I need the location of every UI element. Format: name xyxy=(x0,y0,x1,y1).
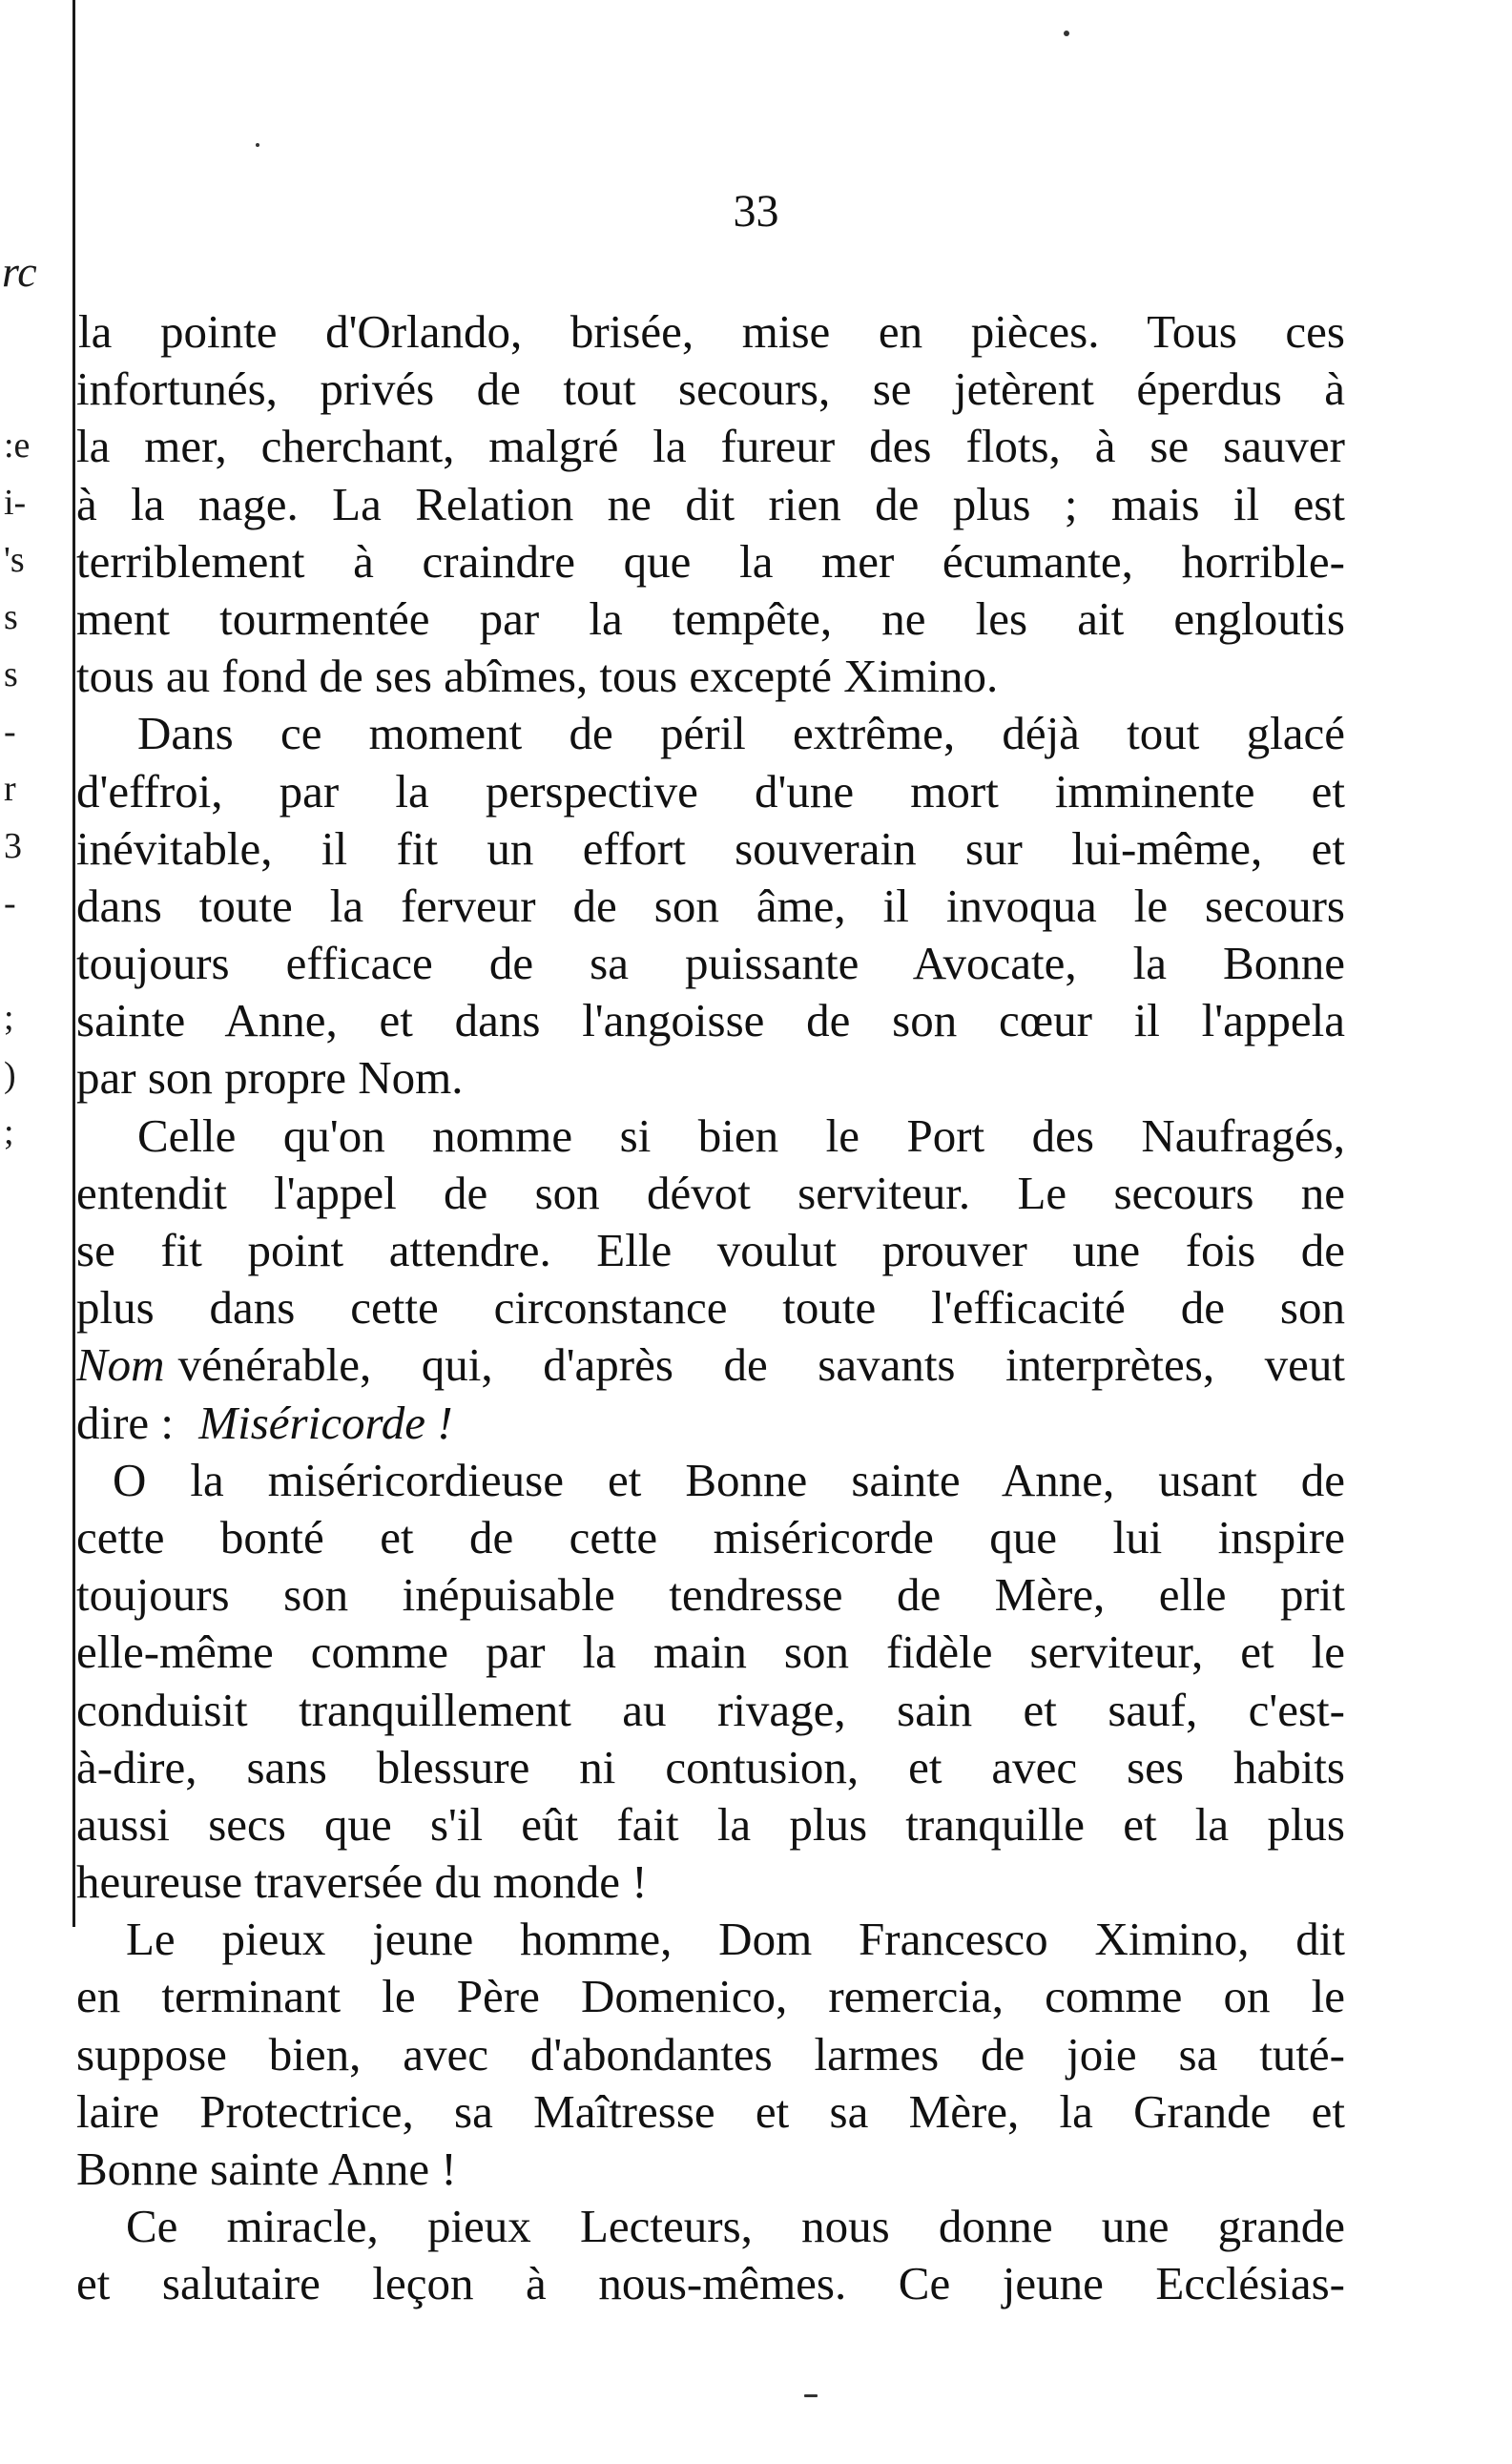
text-line: à la nage. La Relation ne dit rien de plus ; mais il est xyxy=(76,477,1345,530)
text-line-with-italic xyxy=(76,1336,1345,1394)
scan-speck xyxy=(804,2394,818,2397)
italic-misericorde: Miséricorde ! xyxy=(198,1396,453,1449)
page-body-text xyxy=(76,303,1345,2313)
margin-fragment: r xyxy=(4,769,16,809)
text-line-rest: vénérable, qui, d'après de savants interprètes, veut xyxy=(177,1338,1345,1392)
text-line: tous au fond de ses abîmes, tous excepté Ximino. xyxy=(76,650,999,703)
italic-nom: Nom xyxy=(76,1338,165,1392)
text-line: Dans ce moment de péril extrême, déjà tout glacé xyxy=(137,707,1345,760)
scan-speck xyxy=(1064,31,1069,36)
text-line: infortunés, privés de tout secours, se jetèrent éperdus à xyxy=(76,362,1345,416)
text-line: se fit point attendre. Elle voulut prouver une fois de xyxy=(76,1224,1345,1276)
text-line: Celle qu'on nomme si bien le Port des Naufragés, xyxy=(137,1108,1345,1162)
text-line: à-dire, sans blessure ni contusion, et avec ses habits xyxy=(76,1740,1345,1793)
margin-fragment: 's xyxy=(4,540,25,580)
text-line-with-italic xyxy=(76,1395,1345,1452)
margin-fragment: i- xyxy=(4,483,27,523)
text-line: toujours son inépuisable tendresse de Mère, elle prit xyxy=(76,1568,1345,1622)
page-number: 33 xyxy=(733,186,779,237)
text-line: suppose bien, avec d'abondantes larmes de joie sa tuté- xyxy=(76,2027,1345,2081)
margin-fragment: s xyxy=(4,654,18,694)
text-line: toujours efficace de sa puissante Avocate, la Bonne xyxy=(76,937,1345,990)
text-line: par son propre Nom. xyxy=(76,1051,464,1105)
text-line: dans toute la ferveur de son âme, il invoqua le secours xyxy=(76,879,1345,932)
text-line: Bonne sainte Anne ! xyxy=(76,2143,457,2195)
margin-fragment: - xyxy=(4,883,16,923)
text-line: terriblement à craindre que la mer écumante, horrible- xyxy=(76,534,1345,588)
text-line: en terminant le Père Domenico, remercia, comme on le xyxy=(76,1970,1345,2023)
margin-fragment: 3 xyxy=(4,826,22,866)
text-line: entendit l'appel de son dévot serviteur. Le secours ne xyxy=(76,1166,1345,1219)
text-line: Ce miracle, pieux Lecteurs, nous donne une grande xyxy=(126,2200,1345,2253)
text-line: cette bonté et de cette miséricorde que lui inspire xyxy=(76,1510,1345,1563)
text-line: ment tourmentée par la tempête, ne les ait engloutis xyxy=(76,591,1345,645)
text-line: laire Protectrice, sa Maîtresse et sa Mère, la Grande et xyxy=(76,2084,1345,2138)
text-line: la mer, cherchant, malgré la fureur des flots, à se sauver xyxy=(76,420,1345,473)
text-line: inévitable, il fit un effort souverain sur lui-même, et xyxy=(76,821,1345,875)
margin-fragment: - xyxy=(4,712,16,752)
text-line: la pointe d'Orlando, brisée, mise en pièces. Tous ces xyxy=(78,305,1345,358)
text-line: dire : xyxy=(76,1396,175,1449)
margin-fragment: ; xyxy=(4,1112,14,1152)
text-line: elle-même comme par la main son fidèle serviteur, et le xyxy=(76,1625,1345,1679)
scan-speck xyxy=(256,143,259,147)
text-line: Le pieux jeune homme, Dom Francesco Ximino, dit xyxy=(126,1913,1345,1966)
text-line: aussi secs que s'il eût fait la plus tranquille et la plus xyxy=(76,1797,1345,1851)
margin-fragment: ; xyxy=(4,998,14,1038)
binding-edge-line xyxy=(72,0,75,1927)
text-line: plus dans cette circonstance toute l'efficacité de son xyxy=(76,1281,1345,1335)
text-line: conduisit tranquillement au rivage, sain et sauf, c'est- xyxy=(76,1683,1345,1736)
text-line: d'effroi, par la perspective d'une mort imminente et xyxy=(76,764,1345,818)
margin-fragment: rc xyxy=(2,247,37,296)
margin-fragment: ) xyxy=(4,1055,16,1095)
text-line: sainte Anne, et dans l'angoisse de son cœur il l'appela xyxy=(76,994,1345,1047)
margin-fragment: s xyxy=(4,597,18,637)
text-line: et salutaire leçon à nous-mêmes. Ce jeune Ecclésias- xyxy=(76,2257,1345,2310)
margin-fragment: :e xyxy=(4,425,31,466)
text-line: O la miséricordieuse et Bonne sainte Anne, usant de xyxy=(113,1453,1345,1506)
text-line: heureuse traversée du monde ! xyxy=(76,1855,648,1909)
adjacent-page-fragments xyxy=(0,0,67,2464)
